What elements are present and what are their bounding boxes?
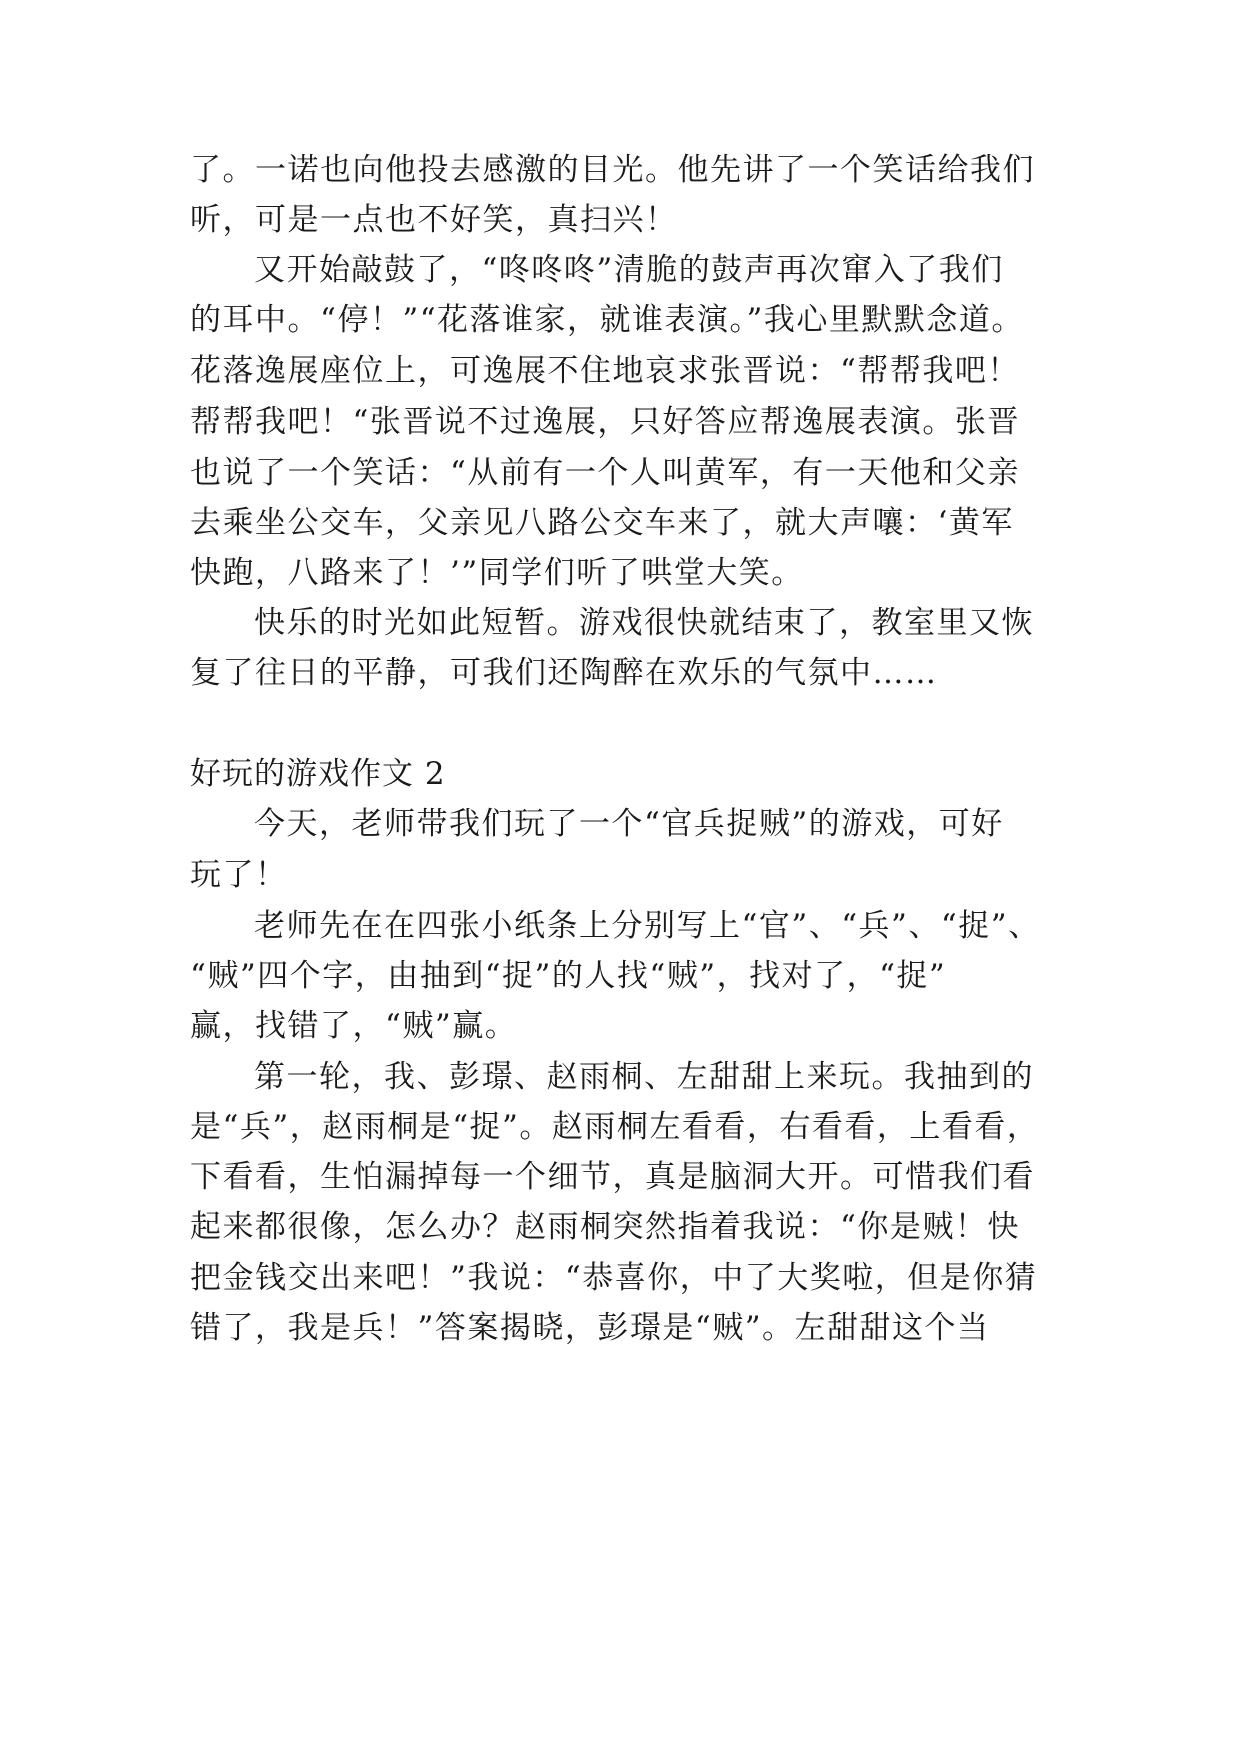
text-line: 去乘坐公交车，父亲见八路公交车来了，就大声嚷：‘黄军 (190, 505, 1014, 541)
text-line: 第一轮，我、彭璟、赵雨桐、左甜甜上来玩。我抽到的 (254, 1059, 1034, 1095)
text-line: 也说了一个笑话：“从前有一个人叫黄军，有一天他和父亲 (190, 455, 1020, 491)
text-line: 起来都很像，怎么办？赵雨桐突然指着我说：“你是贼！快 (190, 1209, 1020, 1245)
text-line: 赢，找错了，“贼”赢。 (190, 1008, 518, 1044)
text-line: 把金钱交出来吧！”我说：“恭喜你，中了大奖啦，但是你猜 (190, 1260, 1038, 1296)
text-line: 玩了！ (190, 857, 288, 893)
text-line: 快乐的时光如此短暂。游戏很快就结束了，教室里又恢 (254, 605, 1034, 641)
text-line: 听，可是一点也不好笑，真扫兴！ (190, 202, 678, 238)
text-line: 错了，我是兵！”答案揭晓，彭璟是“贼”。左甜甜这个当 (190, 1310, 990, 1346)
text-line: 快跑，八路来了！’”同学们听了哄堂大笑。 (190, 555, 804, 591)
text-line: 今天，老师带我们玩了一个“官兵捉贼”的游戏，可好 (254, 806, 1004, 842)
text-line: 是“兵”，赵雨桐是“捉”。赵雨桐左看看，右看看，上看看， (190, 1109, 1040, 1145)
section-title: 好玩的游戏作文 2 (190, 756, 446, 792)
text-line: 下看看，生怕漏掉每一个细节，真是脑洞大开。可惜我们看 (190, 1159, 1035, 1195)
text-line: 了。一诺也向他投去感激的目光。他先讲了一个笑话给我们 (190, 152, 1035, 188)
text-line: 花落逸展座位上，可逸展不住地哀求张晋说：“帮帮我吧！ (190, 353, 1020, 389)
text-line: 老师先在在四张小纸条上分别写上“官”、“兵”、“捉”、 (254, 908, 1041, 944)
text-line: 又开始敲鼓了，“咚咚咚”清脆的鼓声再次窜入了我们 (254, 252, 1004, 288)
text-line: 帮帮我吧！“张晋说不过逸展，只好答应帮逸展表演。张晋 (190, 404, 1020, 440)
text-line: “贼”四个字，由抽到“捉”的人找“贼”，找对了，“捉” (190, 958, 947, 994)
text-line: 复了往日的平静，可我们还陶醉在欢乐的气氛中…… (190, 655, 938, 691)
text-line: 的耳中。“停！”“花落谁家，就谁表演。”我心里默默念道。 (190, 302, 1024, 338)
